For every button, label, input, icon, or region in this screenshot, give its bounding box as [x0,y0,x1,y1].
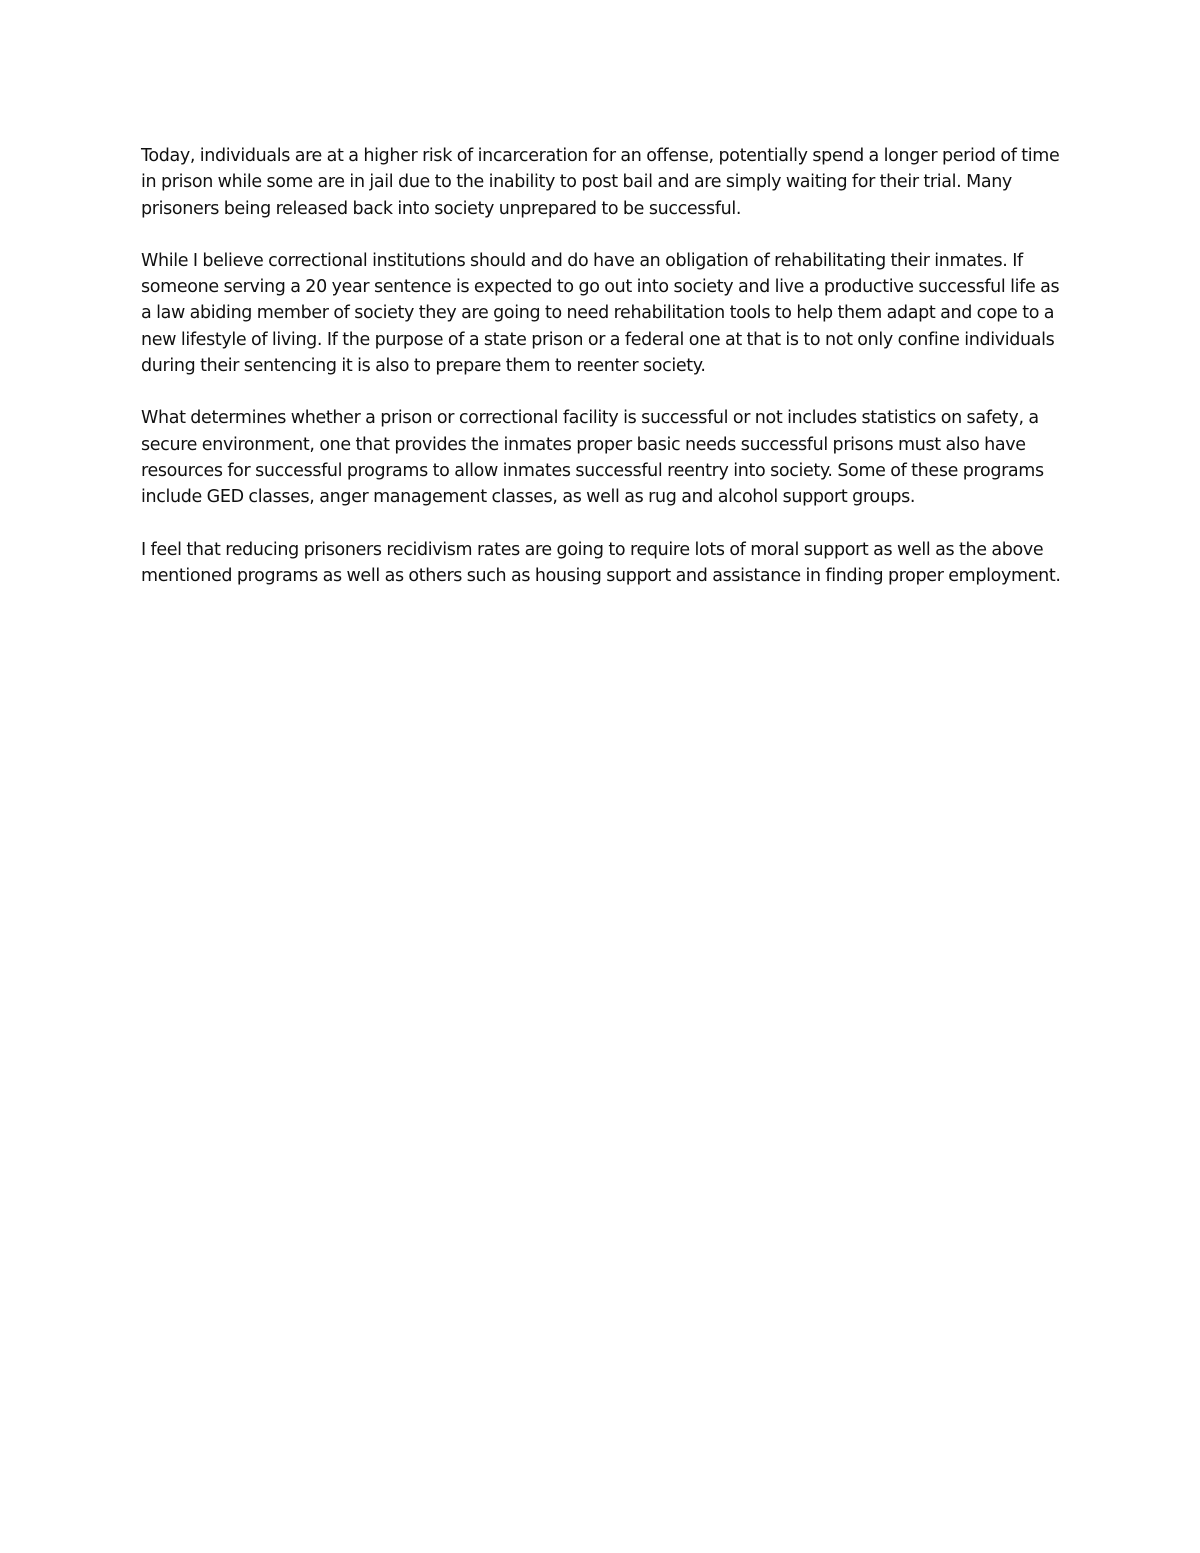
paragraph-3: What determines whether a prison or correctional facility is successful or not includes statistics on safety, a secure environment, one that provides the inmates proper basic needs successful prisons must also have resources for successful programs to allow inmates successful reentry into society. Some of these programs include GED classes, anger management classes, as well as rug and alcohol support groups. [141,408,1044,508]
paragraph-2: While I believe correctional institutions should and do have an obligation of rehabilitating their inmates. If someone serving a 20 year sentence is expected to go out into society and live a productive successful life as a law abiding member of society they are going to need rehabilitation tools to help them adapt and cope to a new lifestyle of living. If the purpose of a state prison or a federal one at that is to not only confine individuals during their sentencing it is also to prepare them to reenter society. [141,250,1060,377]
document-body [141,143,1066,615]
paragraph-1: Today, individuals are at a higher risk of incarceration for an offense, potentially spend a longer period of time in prison while some are in jail due to the inability to post bail and are simply waiting for their trial. Many prisoners being released back into society unprepared to be successful. [141,146,1060,219]
paragraph-4: I feel that reducing prisoners recidivism rates are going to require lots of moral support as well as the above mentioned programs as well as others such as housing support and assistance in finding proper employment. [141,539,1061,586]
